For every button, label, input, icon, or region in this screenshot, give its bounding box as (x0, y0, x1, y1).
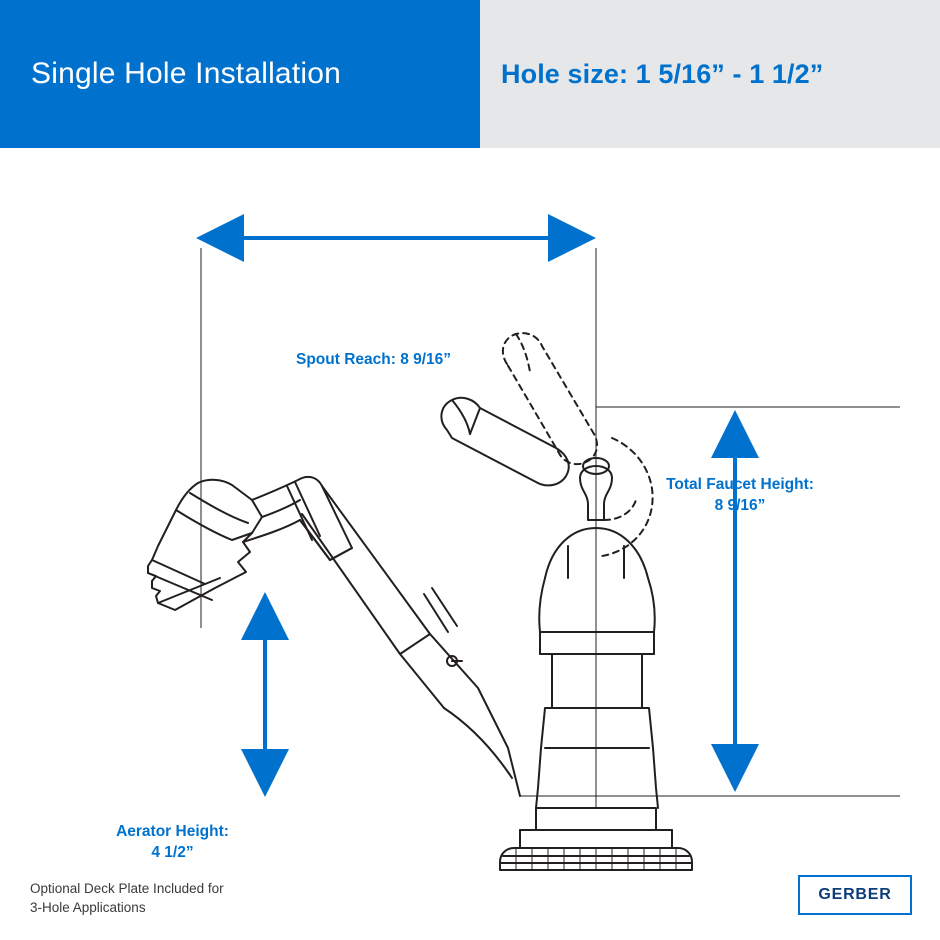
header-left-panel (0, 0, 480, 148)
header-right-panel (480, 0, 940, 148)
total-faucet-height-label-line1: Total Faucet Height: (666, 476, 814, 493)
spout-reach-label: Spout Reach: 8 9/16” (296, 351, 452, 368)
hole-size-spec: Hole size: 1 5/16” - 1 1/2” (501, 58, 824, 89)
faucet-diagram (0, 148, 940, 940)
faucet-outline (148, 333, 692, 870)
aerator-height-label-line2: 4 1/2” (151, 844, 194, 861)
page-title: Single Hole Installation (31, 57, 341, 90)
aerator-height-label-line1: Aerator Height: (116, 823, 229, 840)
aerator-height-label (94, 821, 251, 863)
header-bar (0, 0, 940, 148)
brand-logo (798, 875, 912, 915)
footer-note-line1: Optional Deck Plate Included for (30, 881, 224, 896)
total-faucet-height-label (641, 474, 839, 516)
total-faucet-height-label-line2: 8 9/16” (714, 497, 766, 514)
footer-note (30, 879, 224, 917)
brand-name: GERBER (818, 886, 892, 903)
footer-note-line2: 3-Hole Applications (30, 900, 146, 915)
